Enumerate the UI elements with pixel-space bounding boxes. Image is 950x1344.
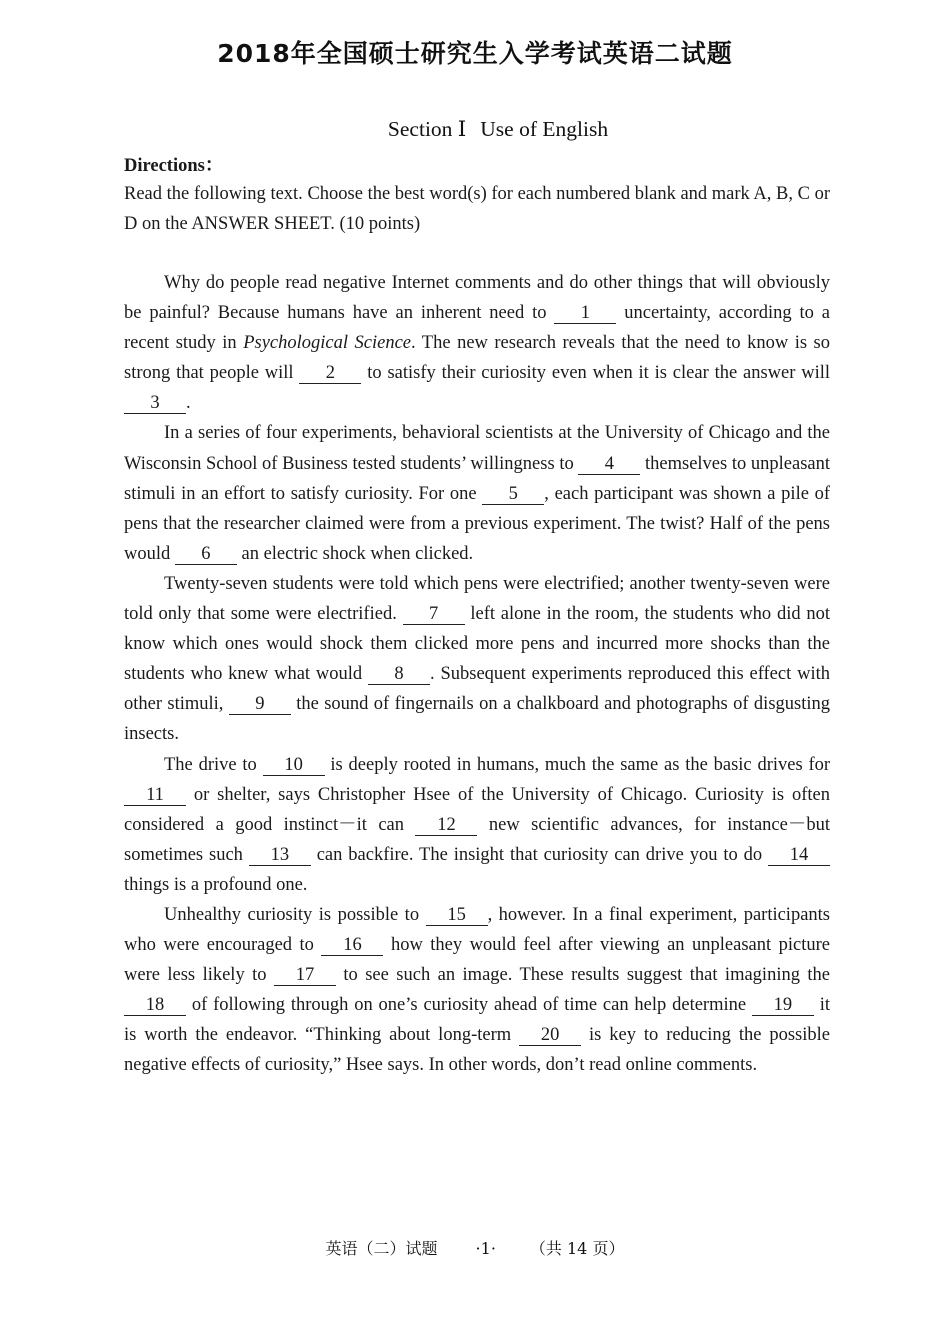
cloze-passage	[124, 268, 830, 1081]
paragraph-1	[124, 268, 830, 418]
passage-text: In a series of four experiments, behavioral scientists at the University of Chicago and the Wisconsin School of Business tested students’ willingness to	[124, 423, 830, 474]
passage-text: . The new research reveals that the need to know is so strong that people will	[124, 333, 830, 384]
blank-13[interactable]: 13	[249, 845, 311, 866]
blank-5[interactable]: 5	[482, 484, 544, 505]
passage-text: how they would feel after viewing an unpleasant picture were less likely to	[124, 935, 831, 986]
page-total: （共 14 页）	[529, 1239, 625, 1258]
passage-text: The drive to	[164, 754, 257, 775]
blank-1[interactable]: 1	[554, 303, 616, 324]
blank-18[interactable]: 18	[124, 995, 186, 1016]
passage-text: things is a profound one.	[124, 874, 308, 895]
blank-3[interactable]: 3	[124, 393, 186, 414]
passage-text: is key to reducing the possible negative effects of curiosity,” Hsee says. In other words, don’t read online comments.	[124, 1025, 830, 1076]
passage-text: or shelter, says Christopher Hsee of the University of Chicago. Curiosity is often considered a good instinct－it can	[124, 784, 830, 835]
blank-15[interactable]: 15	[426, 905, 488, 926]
passage-text: is deeply rooted in humans, much the same as the basic drives for	[330, 754, 831, 775]
blank-14[interactable]: 14	[768, 845, 830, 866]
passage-text: new scientific advances, for instance－but sometimes such	[124, 814, 830, 865]
blank-6[interactable]: 6	[175, 544, 237, 565]
directions-label: Directions：	[124, 156, 224, 176]
blank-16[interactable]: 16	[321, 935, 383, 956]
passage-text: left alone in the room, the students who did not know which ones would shock them clicked more pens and incurred more shocks than the students who knew what would	[124, 604, 830, 685]
passage-text: Why do people read negative Internet comments and do other things that will obviously be painful? Because humans have an inherent need to	[124, 273, 830, 324]
blank-8[interactable]: 8	[368, 664, 430, 685]
directions-text: Read the following text. Choose the best word(s) for each numbered blank and mark A, B, C or D on the ANSWER SHEET. (10 points)	[124, 184, 830, 235]
section-name: Use of English	[480, 117, 609, 141]
blank-12[interactable]: 12	[415, 815, 477, 836]
page-footer	[0, 1236, 950, 1259]
passage-text: themselves to unpleasant stimuli in an effort to satisfy curiosity. For one	[124, 453, 831, 504]
blank-20[interactable]: 20	[519, 1025, 581, 1046]
page-number: ·1·	[475, 1239, 496, 1258]
passage-text: it is worth the endeavor. “Thinking about long-term	[124, 995, 831, 1046]
passage-text: to satisfy their curiosity even when it is clear the answer will	[367, 363, 830, 384]
paragraph-4	[124, 750, 830, 900]
blank-4[interactable]: 4	[578, 454, 640, 475]
footer-subject: 英语（二）试题	[325, 1239, 438, 1258]
exam-title: 2018年全国硕士研究生入学考试英语二试题	[217, 39, 733, 68]
passage-text: the sound of fingernails on a chalkboard and photographs of disgusting insects.	[124, 694, 830, 745]
passage-text: of following through on one’s curiosity ahead of time can help determine	[191, 995, 747, 1016]
blank-10[interactable]: 10	[263, 755, 325, 776]
journal-name: Psychological Science	[243, 333, 411, 354]
passage-text: , each participant was shown a pile of pens that the researcher claimed were from a previous experiment. The twist? Half of the pens would	[124, 483, 831, 564]
passage-text: , however. In a final experiment, participants who were encouraged to	[124, 904, 830, 956]
passage-text: Unhealthy curiosity is possible to	[164, 904, 420, 925]
blank-9[interactable]: 9	[229, 694, 291, 715]
blank-17[interactable]: 17	[274, 965, 336, 986]
passage-text: to see such an image. These results suggest that imagining the	[343, 965, 830, 986]
blank-7[interactable]: 7	[403, 604, 465, 625]
blank-11[interactable]: 11	[124, 785, 186, 806]
passage-text: can backfire. The insight that curiosity can drive you to do	[316, 844, 763, 865]
passage-text: Twenty-seven students were told which pens were electrified; another twenty-seven were told only that some were electrified.	[124, 573, 830, 625]
section-title	[0, 117, 950, 142]
paragraph-2	[124, 418, 830, 568]
paragraph-3	[124, 569, 830, 750]
passage-text: an electric shock when clicked.	[241, 543, 474, 564]
blank-19[interactable]: 19	[752, 995, 814, 1016]
section-number: Section Ⅰ	[387, 117, 467, 141]
passage-text: uncertainty, according to a recent study in	[124, 303, 830, 354]
paragraph-5	[124, 900, 830, 1081]
blank-2[interactable]: 2	[299, 363, 361, 384]
passage-text: .	[186, 393, 191, 414]
passage-text: . Subsequent experiments reproduced this effect with other stimuli,	[124, 664, 830, 715]
